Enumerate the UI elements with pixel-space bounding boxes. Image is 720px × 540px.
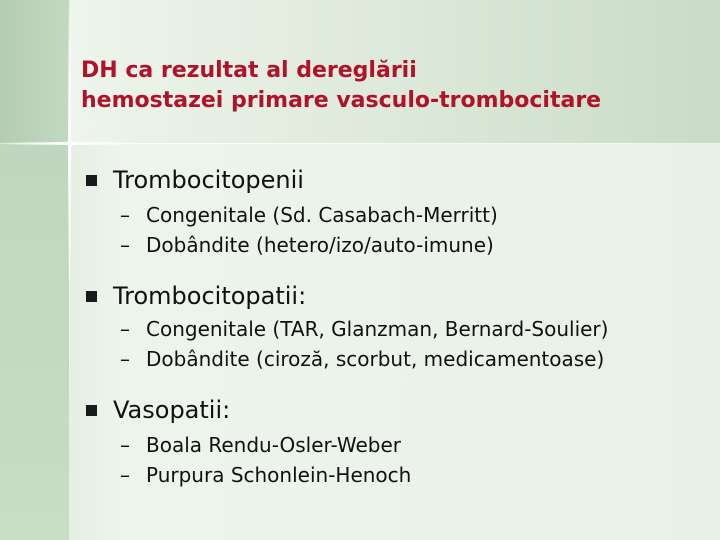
list-item [120, 430, 411, 460]
sparkle-cross-icon [0, 0, 140, 290]
title-line-1: DH ca rezultat al dereglării [81, 58, 417, 83]
title-line-2: hemostazei primare vasculo-trombocitare [81, 88, 602, 113]
list-item [120, 200, 498, 230]
dash-marker: – [120, 203, 130, 227]
list-item-text: Dobândite (ciroză, scorbut, medicamentoase) [146, 347, 605, 371]
list-item-text: Congenitale (TAR, Glanzman, Bernard-Soulier) [146, 317, 609, 341]
list-item-text: Congenitale (Sd. Casabach-Merritt) [146, 203, 498, 227]
sublist-trombocitopatii [120, 314, 608, 374]
sublist-trombocitopenii [120, 200, 498, 260]
list-item-text: Dobândite (hetero/izo/auto-imune) [146, 233, 494, 257]
list-item [120, 230, 498, 260]
list-item [120, 460, 411, 490]
bullet-trombocitopenii [86, 166, 304, 194]
square-bullet-icon [86, 291, 97, 302]
bullet-trombocitopatii [86, 282, 306, 310]
bullet-label: Trombocitopatii: [113, 282, 307, 310]
bullet-vasopatii [86, 396, 230, 424]
list-item-text: Boala Rendu-Osler-Weber [146, 433, 402, 457]
bullet-label: Trombocitopenii [113, 166, 304, 194]
dash-marker: – [120, 317, 130, 341]
list-item-text: Purpura Schonlein-Henoch [146, 463, 412, 487]
list-item [120, 344, 608, 374]
dash-marker: – [120, 233, 130, 257]
square-bullet-icon [86, 175, 97, 186]
dash-marker: – [120, 347, 130, 371]
sublist-vasopatii [120, 430, 411, 490]
list-item [120, 314, 608, 344]
dash-marker: – [120, 463, 130, 487]
square-bullet-icon [86, 405, 97, 416]
dash-marker: – [120, 433, 130, 457]
slide-title [81, 56, 601, 116]
bullet-label: Vasopatii: [113, 396, 231, 424]
